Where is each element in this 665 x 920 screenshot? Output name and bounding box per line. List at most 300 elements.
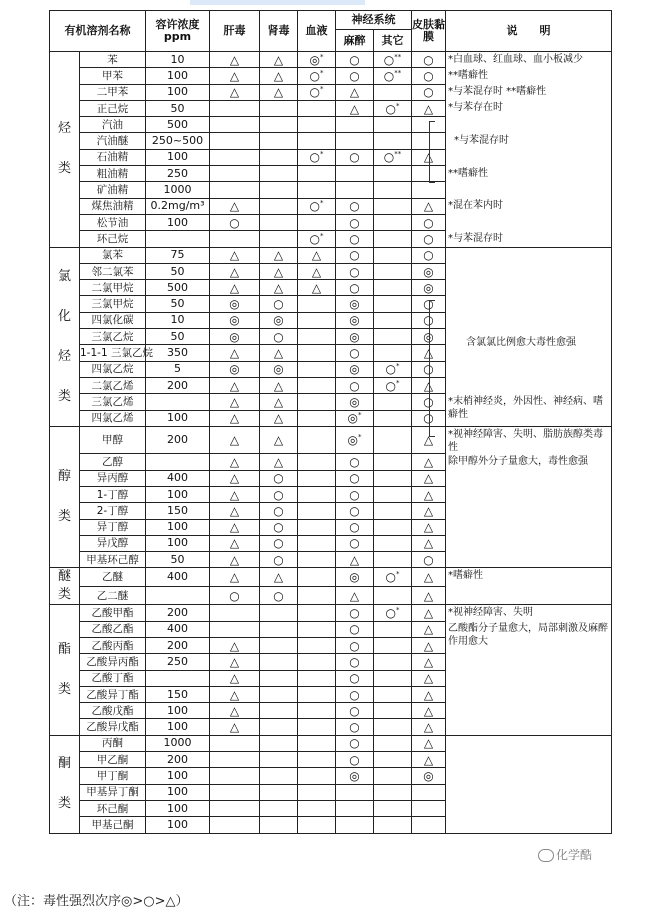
toxicity-symbol: ○ (349, 487, 360, 502)
solvent-name: 异戊醇 (80, 535, 146, 551)
toxicity-symbol: ◎ (349, 769, 360, 784)
toxicity-symbol: ◎ (273, 362, 284, 377)
remark-text: *与苯混存时 (448, 232, 503, 244)
cell-skin (412, 486, 446, 502)
solvent-name: 甲苯 (80, 68, 146, 84)
allowed-ppm: 100 (146, 800, 210, 816)
remark (446, 231, 612, 247)
toxicity-symbol: ○ (273, 503, 284, 518)
cell-anes (336, 312, 374, 328)
cell-liver (210, 182, 260, 198)
remark-text (448, 214, 609, 215)
cell-blood (298, 149, 336, 165)
toxicity-symbol: ○ (349, 736, 360, 751)
allowed-ppm: 100 (146, 535, 210, 551)
cell-other (374, 703, 412, 719)
cell-other (374, 117, 412, 133)
cell-skin (412, 686, 446, 702)
cell-liver (210, 503, 260, 519)
remark-text (448, 296, 609, 297)
cell-liver (210, 519, 260, 535)
cell-other (374, 312, 412, 328)
remark (446, 280, 612, 296)
toxicity-symbol: ○ (349, 68, 360, 83)
allowed-ppm: 100 (146, 784, 210, 800)
toxicity-symbol: ○ (309, 150, 320, 165)
cell-liver (210, 654, 260, 670)
toxicity-symbol: △ (273, 280, 284, 295)
cell-anes (336, 486, 374, 502)
cell-other (374, 426, 412, 454)
cell-liver (210, 735, 260, 751)
header-anesthesia: 麻醉 (336, 30, 374, 52)
toxicity-symbol: ○ (385, 606, 396, 621)
cell-blood (298, 361, 336, 377)
cell-other (374, 621, 412, 637)
cell-blood (298, 198, 336, 214)
toxicity-symbol: △ (229, 280, 240, 295)
toxicity-symbol: ◎ (229, 329, 240, 344)
remark (446, 768, 612, 784)
remark-text: 除甲醇外分子量愈大，毒性愈强 (448, 455, 588, 467)
cell-kidney (260, 247, 298, 263)
toxicity-symbol: ○ (423, 394, 434, 409)
note-marker: * (319, 52, 324, 61)
cell-liver (210, 52, 260, 68)
cell-anes (336, 703, 374, 719)
cell-blood (298, 133, 336, 149)
cell-liver (210, 703, 260, 719)
solvent-name: 乙酸异丙酯 (80, 654, 146, 670)
cell-kidney (260, 519, 298, 535)
toxicity-symbol: △ (229, 720, 240, 735)
cell-skin (412, 605, 446, 621)
toxicity-symbol: ○ (273, 297, 284, 312)
cell-other (374, 198, 412, 214)
solvent-name: 正己烷 (80, 100, 146, 116)
allowed-ppm: 50 (146, 329, 210, 345)
header-solvent-name: 有机溶剂名称 (50, 11, 146, 52)
toxicity-symbol: ○ (309, 68, 320, 83)
toxicity-symbol: △ (423, 199, 434, 214)
allowed-ppm: 100 (146, 486, 210, 502)
cell-liver (210, 133, 260, 149)
table-row (50, 605, 612, 621)
allowed-ppm: 100 (146, 519, 210, 535)
allowed-ppm (146, 231, 210, 247)
table-row (50, 198, 612, 214)
cell-skin (412, 552, 446, 568)
cell-kidney (260, 410, 298, 426)
cell-skin (412, 703, 446, 719)
category-label (50, 568, 80, 605)
note-marker: * (319, 231, 324, 240)
toxicity-symbol: △ (423, 687, 434, 702)
allowed-ppm (146, 454, 210, 470)
cell-liver (210, 68, 260, 84)
solvent-name: 四氯乙烯 (80, 410, 146, 426)
cell-other (374, 133, 412, 149)
cell-other (374, 768, 412, 784)
cell-kidney (260, 568, 298, 587)
toxicity-symbol: ○ (349, 503, 360, 518)
toxicity-symbol: △ (273, 85, 284, 100)
allowed-ppm: 500 (146, 117, 210, 133)
solvent-name: 二氯甲烷 (80, 280, 146, 296)
cell-anes (336, 329, 374, 345)
cell-skin (412, 719, 446, 735)
toxicity-symbol: ◎ (273, 313, 284, 328)
remark (446, 247, 612, 263)
allowed-ppm: 50 (146, 263, 210, 279)
cell-anes (336, 182, 374, 198)
toxicity-symbol: ◎ (349, 570, 360, 585)
cell-blood (298, 454, 336, 470)
cell-kidney (260, 361, 298, 377)
table-row (50, 426, 612, 454)
toxicity-symbol: ○ (349, 606, 360, 621)
note-marker: * (357, 433, 362, 442)
cell-other (374, 247, 412, 263)
remark (446, 586, 612, 605)
cell-anes (336, 52, 374, 68)
table-row (50, 735, 612, 751)
toxicity-symbol: ○ (349, 199, 360, 214)
remark-text (448, 263, 609, 264)
toxicity-symbol: △ (423, 150, 434, 165)
cell-kidney (260, 426, 298, 454)
allowed-ppm: 10 (146, 52, 210, 68)
cell-skin (412, 68, 446, 84)
cell-anes (336, 198, 374, 214)
solvent-name: 氯苯 (80, 247, 146, 263)
cell-liver (210, 263, 260, 279)
allowed-ppm: 400 (146, 568, 210, 587)
cell-other (374, 231, 412, 247)
toxicity-symbol: ○ (309, 199, 320, 214)
toxicity-symbol: ○ (423, 52, 434, 67)
cell-liver (210, 377, 260, 393)
cell-blood (298, 312, 336, 328)
cell-anes (336, 752, 374, 768)
cell-kidney (260, 296, 298, 312)
toxicity-symbol: ○ (423, 68, 434, 83)
cell-kidney (260, 605, 298, 621)
toxicity-symbol: ◎ (349, 329, 360, 344)
cell-anes (336, 784, 374, 800)
cell-anes (336, 280, 374, 296)
cell-kidney (260, 214, 298, 230)
toxicity-symbol: △ (229, 85, 240, 100)
toxicity-symbol: ○ (273, 471, 284, 486)
allowed-ppm: 400 (146, 621, 210, 637)
remark-text (448, 736, 609, 737)
table-row (50, 817, 612, 833)
toxicity-symbol: ○ (349, 654, 360, 669)
remark-text: *末梢神经炎，外因性、神经病、嗜癖性 (448, 395, 603, 420)
cell-anes (336, 166, 374, 182)
cell-liver (210, 198, 260, 214)
toxicity-symbol: △ (423, 345, 434, 360)
toxicity-symbol: ○ (423, 231, 434, 246)
cell-blood (298, 817, 336, 833)
allowed-ppm: 500 (146, 280, 210, 296)
toxicity-symbol: △ (423, 454, 434, 469)
table-row (50, 68, 612, 84)
cell-blood (298, 394, 336, 410)
solvent-name: 四氯化碳 (80, 312, 146, 328)
toxicity-symbol: △ (423, 703, 434, 718)
toxicity-symbol: ○ (385, 570, 396, 585)
cell-kidney (260, 377, 298, 393)
toxicity-symbol: ○ (423, 85, 434, 100)
cell-blood (298, 470, 336, 486)
toxicity-symbol: ○ (423, 411, 434, 426)
cell-kidney (260, 638, 298, 654)
cell-blood (298, 231, 336, 247)
table-row (50, 100, 612, 116)
cell-kidney (260, 52, 298, 68)
cell-anes (336, 817, 374, 833)
cell-other (374, 519, 412, 535)
toxicity-symbol: ◎ (349, 362, 360, 377)
cell-liver (210, 345, 260, 361)
cell-liver (210, 166, 260, 182)
cell-blood (298, 84, 336, 100)
remark-text: **嗜癖性 (448, 167, 488, 179)
cell-skin (412, 231, 446, 247)
cell-kidney (260, 133, 298, 149)
toxicity-symbol: △ (273, 433, 284, 448)
toxicity-symbol: ○ (229, 588, 240, 603)
cell-anes (336, 535, 374, 551)
cell-kidney (260, 329, 298, 345)
solvent-name: 甲基己酮 (80, 817, 146, 833)
toxicity-symbol: △ (423, 536, 434, 551)
cell-liver (210, 568, 260, 587)
note-marker: ** (394, 150, 402, 159)
toxicity-symbol: ◎ (347, 433, 358, 448)
table-row (50, 133, 612, 149)
cell-other (374, 784, 412, 800)
remark (446, 605, 612, 621)
cell-skin (412, 784, 446, 800)
header-allowed-concentration (146, 11, 210, 52)
cell-other (374, 394, 412, 410)
cell-skin (412, 768, 446, 784)
cell-other (374, 296, 412, 312)
cell-blood (298, 703, 336, 719)
toxicity-symbol: ○ (349, 687, 360, 702)
watermark (538, 846, 592, 863)
toxicity-symbol: △ (229, 654, 240, 669)
cell-other (374, 470, 412, 486)
cell-skin (412, 800, 446, 816)
cell-anes (336, 149, 374, 165)
category-label-text: 烃类 (57, 121, 71, 177)
allowed-ppm: 100 (146, 410, 210, 426)
remark-text: **嗜癖性 (448, 69, 488, 81)
toxicity-symbol: ○ (385, 101, 396, 116)
cell-blood (298, 214, 336, 230)
allowed-ppm: 50 (146, 100, 210, 116)
cell-anes (336, 503, 374, 519)
toxicity-symbol: ○ (273, 520, 284, 535)
toxicity-symbol: △ (273, 345, 284, 360)
cell-other (374, 280, 412, 296)
toxicity-symbol: △ (273, 394, 284, 409)
remark (446, 214, 612, 230)
cell-other (374, 486, 412, 502)
cell-blood (298, 100, 336, 116)
toxicity-symbol: ○ (385, 362, 396, 377)
remark-text (448, 280, 609, 281)
cell-skin (412, 519, 446, 535)
cell-skin (412, 100, 446, 116)
toxicity-symbol: △ (273, 454, 284, 469)
cell-other (374, 552, 412, 568)
cell-liver (210, 784, 260, 800)
cell-liver (210, 361, 260, 377)
cell-kidney (260, 166, 298, 182)
cell-liver (210, 621, 260, 637)
table-row (50, 296, 612, 312)
toxicity-symbol: ○ (309, 231, 320, 246)
toxicity-symbol: △ (229, 471, 240, 486)
cell-skin (412, 182, 446, 198)
remark (446, 198, 612, 214)
remark (446, 52, 612, 68)
allowed-ppm: 400 (146, 470, 210, 486)
remark-text (448, 182, 609, 183)
table-row (50, 621, 612, 637)
toxicity-symbol: △ (229, 433, 240, 448)
cell-skin (412, 752, 446, 768)
remark (446, 68, 612, 84)
note-marker: * (395, 606, 400, 615)
toxicity-symbol: ○ (349, 215, 360, 230)
cell-other (374, 52, 412, 68)
table-row (50, 166, 612, 182)
toxicity-symbol: ○ (423, 297, 434, 312)
remark (446, 166, 612, 182)
allowed-ppm: 100 (146, 84, 210, 100)
remark-text: *与苯混存时 (454, 134, 509, 146)
cell-liver (210, 394, 260, 410)
cell-blood (298, 638, 336, 654)
remark-text: *与苯混存时 **嗜癖性 (448, 86, 547, 98)
toxicity-symbol: ○ (349, 536, 360, 551)
solvent-name: 矿油精 (80, 182, 146, 198)
table-row (50, 280, 612, 296)
cell-anes (336, 68, 374, 84)
allowed-ppm: 200 (146, 638, 210, 654)
cell-skin (412, 454, 446, 470)
toxicity-symbol: ○ (349, 264, 360, 279)
toxicity-symbol: △ (423, 378, 434, 393)
toxicity-symbol: △ (229, 411, 240, 426)
cell-kidney (260, 149, 298, 165)
remark (446, 784, 612, 800)
toxicity-symbol: ○ (349, 703, 360, 718)
cell-blood (298, 605, 336, 621)
toxicity-symbol: △ (229, 345, 240, 360)
cell-anes (336, 568, 374, 587)
cell-other (374, 638, 412, 654)
toxicity-symbol: △ (423, 622, 434, 637)
cell-blood (298, 263, 336, 279)
cell-anes (336, 377, 374, 393)
cell-liver (210, 247, 260, 263)
cell-anes (336, 263, 374, 279)
cell-skin (412, 586, 446, 605)
toxicity-symbol: ○ (273, 329, 284, 344)
cell-kidney (260, 280, 298, 296)
cell-kidney (260, 670, 298, 686)
cell-anes (336, 214, 374, 230)
solvent-name: 四氯乙烷 (80, 361, 146, 377)
allowed-ppm: 250 (146, 654, 210, 670)
cell-anes (336, 361, 374, 377)
toxicity-symbol: ◎ (423, 769, 434, 784)
category-label-text: 氯化烃类 (57, 268, 71, 404)
cell-liver (210, 296, 260, 312)
remark (446, 454, 612, 568)
cell-other (374, 84, 412, 100)
solvent-name: 二甲苯 (80, 84, 146, 100)
remark-text (448, 752, 609, 753)
solvent-name: 环己烷 (80, 231, 146, 247)
table-row (50, 52, 612, 68)
cell-other (374, 68, 412, 84)
cell-blood (298, 296, 336, 312)
cell-liver (210, 817, 260, 833)
toxicity-symbol: ◎ (423, 329, 434, 344)
toxicity-symbol: △ (229, 703, 240, 718)
cell-other (374, 100, 412, 116)
cell-blood (298, 503, 336, 519)
cell-kidney (260, 470, 298, 486)
cell-other (374, 586, 412, 605)
table-row (50, 586, 612, 605)
cell-liver (210, 486, 260, 502)
solvent-name: 甲基环己醇 (80, 552, 146, 568)
allowed-ppm: 1000 (146, 182, 210, 198)
toxicity-symbol: △ (229, 378, 240, 393)
solvent-name: 异丙醇 (80, 470, 146, 486)
allowed-ppm: 100 (146, 768, 210, 784)
cell-kidney (260, 719, 298, 735)
toxicity-symbol: ○ (383, 150, 395, 165)
toxicity-symbol: ◎ (229, 313, 240, 328)
cell-other (374, 670, 412, 686)
cell-skin (412, 817, 446, 833)
cell-blood (298, 654, 336, 670)
cell-kidney (260, 503, 298, 519)
table-row (50, 117, 612, 133)
allowed-ppm (146, 586, 210, 605)
toxicity-symbol: ○ (349, 752, 360, 767)
table-row (50, 84, 612, 100)
remark (446, 800, 612, 816)
header-blood: 血液 (298, 11, 336, 52)
cell-anes (336, 345, 374, 361)
cell-anes (336, 100, 374, 116)
toxicity-symbol: ○ (349, 345, 360, 360)
solvent-name: 三氯甲烷 (80, 296, 146, 312)
cell-kidney (260, 263, 298, 279)
allowed-ppm: 100 (146, 719, 210, 735)
